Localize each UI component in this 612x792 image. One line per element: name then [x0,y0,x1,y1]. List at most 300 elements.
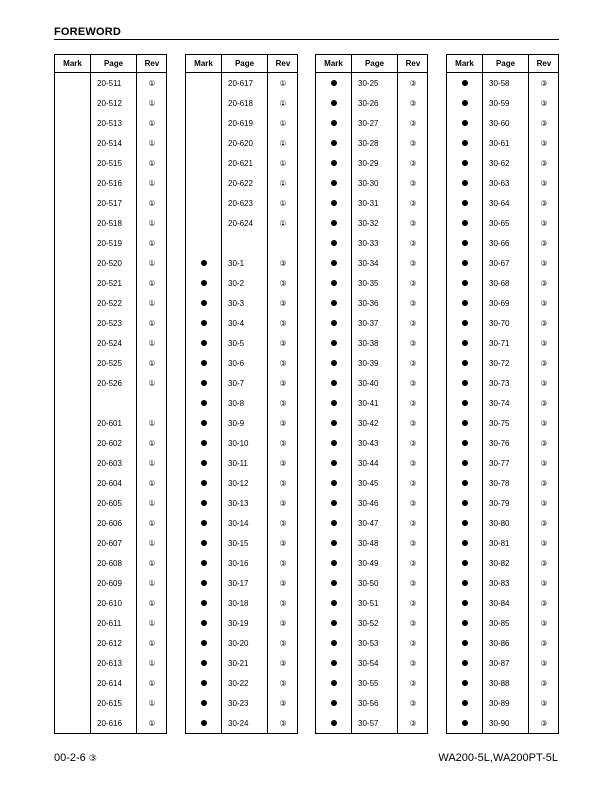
revised-mark-icon [462,120,468,126]
revised-mark-icon [462,180,468,186]
mark-cell [447,374,482,394]
revised-mark-icon [201,460,207,466]
mark-cell [186,194,221,214]
rev-cell: ① [148,199,156,208]
revised-mark-icon [201,700,207,706]
page-cell: 30-33 [358,239,379,248]
rev-cell: ① [148,299,156,308]
table-row [447,74,558,94]
page-cell: 20-523 [97,319,122,328]
revised-mark-icon [462,600,468,606]
revised-mark-icon [462,280,468,286]
mark-cell [55,634,90,654]
mark-cell [316,254,351,274]
rev-cell: ③ [279,639,287,648]
mark-cell [316,434,351,454]
rev-cell: ③ [540,119,548,128]
mark-cell [186,154,221,174]
mark-cell [55,114,90,134]
table-header [186,55,297,73]
rev-cell: ① [148,499,156,508]
table-row [186,254,297,274]
rev-cell: ③ [540,559,548,568]
rev-cell: ③ [279,519,287,528]
revised-mark-icon [201,480,207,486]
header-page: Page [103,59,124,68]
page-cell: 20-612 [97,639,122,648]
rev-cell: ① [148,339,156,348]
rev-cell: ③ [540,319,548,328]
table-row [186,94,297,114]
page-cell: 30-80 [489,519,510,528]
table-row [186,634,297,654]
table-row [316,654,427,674]
mark-cell [186,554,221,574]
mark-cell [186,294,221,314]
mark-cell [55,454,90,474]
mark-cell [447,674,482,694]
revised-mark-icon [201,500,207,506]
page-cell: 30-30 [358,179,379,188]
rev-cell: ③ [409,159,417,168]
mark-cell [447,94,482,114]
rev-cell: ③ [540,479,548,488]
page-cell: 30-18 [228,599,249,608]
page-cell: 20-610 [97,599,122,608]
page-cell: 30-39 [358,359,379,368]
rev-cell: ③ [409,379,417,388]
mark-cell [55,554,90,574]
page-cell: 30-23 [228,699,249,708]
rev-cell: ③ [540,659,548,668]
revised-mark-icon [331,300,337,306]
mark-cell [186,674,221,694]
page-cell: 30-57 [358,719,379,728]
rev-cell: ③ [279,319,287,328]
rev-cell: ③ [279,579,287,588]
mark-cell [55,434,90,454]
revised-mark-icon [331,200,337,206]
page-cell: 20-515 [97,159,122,168]
table-row [316,174,427,194]
revised-mark-icon [331,80,337,86]
table-row [186,314,297,334]
table-row [55,714,166,734]
rev-cell: ① [148,359,156,368]
table-row [316,134,427,154]
table-row [447,194,558,214]
table-row [186,414,297,434]
rev-cell: ① [279,159,287,168]
rev-cell: ③ [540,259,548,268]
table-row [55,254,166,274]
revised-mark-icon [331,260,337,266]
rev-cell: ③ [409,459,417,468]
mark-cell [186,594,221,614]
rev-cell: ③ [409,259,417,268]
mark-cell [316,334,351,354]
page-cell: 20-618 [228,99,253,108]
page-cell: 30-67 [489,259,510,268]
mark-cell [186,274,221,294]
page-cell: 20-602 [97,439,122,448]
table-row [316,194,427,214]
mark-cell [55,574,90,594]
revised-mark-icon [201,280,207,286]
mark-cell [186,574,221,594]
revision-table-1 [54,54,167,734]
page-cell: 30-68 [489,279,510,288]
rev-cell: ③ [540,419,548,428]
rev-cell: ③ [409,139,417,148]
table-row [55,594,166,614]
mark-cell [316,574,351,594]
mark-cell [55,694,90,714]
page-cell: 30-27 [358,119,379,128]
mark-cell [186,174,221,194]
mark-cell [316,694,351,714]
rev-cell: ① [279,199,287,208]
table-row [316,414,427,434]
rev-cell: ① [148,659,156,668]
table-row [186,154,297,174]
mark-cell [316,174,351,194]
table-row [447,414,558,434]
mark-cell [55,414,90,434]
rev-cell: ③ [279,379,287,388]
page-cell: 20-604 [97,479,122,488]
page-cell: 30-22 [228,679,249,688]
rev-cell: ③ [540,99,548,108]
rev-cell: ① [148,519,156,528]
table-row [316,354,427,374]
page-cell: 30-29 [358,159,379,168]
page-cell: 30-43 [358,439,379,448]
mark-cell [186,634,221,654]
table-row [55,474,166,494]
page-cell: 30-74 [489,399,510,408]
mark-cell [447,254,482,274]
page-cell: 30-49 [358,559,379,568]
mark-cell [55,594,90,614]
mark-cell [447,654,482,674]
mark-cell [447,314,482,334]
rev-cell: ③ [540,519,548,528]
revised-mark-icon [331,560,337,566]
rev-cell: ① [279,79,287,88]
page-cell: 30-2 [228,279,245,288]
mark-cell [186,254,221,274]
mark-cell [447,294,482,314]
table-row [186,194,297,214]
page-cell: 20-624 [228,219,253,228]
table-row [55,574,166,594]
table-row [447,234,558,254]
rev-cell: ③ [279,359,287,368]
mark-cell [447,434,482,454]
mark-cell [55,174,90,194]
table-row [447,634,558,654]
table-row [447,714,558,734]
table-row [447,94,558,114]
page-cell: 30-24 [228,719,249,728]
page-cell: 30-52 [358,619,379,628]
rev-cell: ③ [409,499,417,508]
table-row [447,674,558,694]
mark-cell [186,434,221,454]
page-cell: 30-15 [228,539,249,548]
rev-cell: ③ [540,619,548,628]
revision-table-3 [315,54,428,734]
revised-mark-icon [201,380,207,386]
rev-cell: ③ [409,359,417,368]
page-cell: 30-65 [489,219,510,228]
table-row [447,154,558,174]
revised-mark-icon [331,420,337,426]
table-row [55,214,166,234]
rev-cell: ① [148,619,156,628]
revised-mark-icon [331,500,337,506]
header-mark: Mark [455,59,474,68]
revised-mark-icon [201,640,207,646]
mark-cell [447,634,482,654]
revised-mark-icon [462,500,468,506]
table-row [447,474,558,494]
table-header [55,55,166,73]
table-row [447,434,558,454]
rev-cell: ③ [409,639,417,648]
revised-mark-icon [201,620,207,626]
mark-cell [316,514,351,534]
table-row [186,174,297,194]
table-row [447,314,558,334]
revised-mark-icon [462,520,468,526]
table-row [316,494,427,514]
rev-cell: ③ [279,479,287,488]
page-cell: 30-84 [489,599,510,608]
rev-cell: ③ [409,279,417,288]
mark-cell [55,714,90,734]
mark-cell [186,534,221,554]
table-row [316,234,427,254]
mark-cell [447,74,482,94]
mark-cell [55,274,90,294]
rev-cell: ③ [540,139,548,148]
footer-model: WA200-5L,WA200PT-5L [438,752,558,764]
rev-cell: ① [279,99,287,108]
mark-cell [186,74,221,94]
mark-cell [316,494,351,514]
revised-mark-icon [331,120,337,126]
rev-cell: ① [148,599,156,608]
revised-mark-icon [331,140,337,146]
page-cell: 20-622 [228,179,253,188]
page-cell: 30-75 [489,419,510,428]
mark-cell [186,214,221,234]
page-cell: 20-606 [97,519,122,528]
rev-cell [268,234,298,254]
page-cell: 30-55 [358,679,379,688]
table-row [316,74,427,94]
mark-cell [186,474,221,494]
page-cell: 30-70 [489,319,510,328]
revised-mark-icon [331,660,337,666]
mark-cell [316,554,351,574]
page-cell: 30-53 [358,639,379,648]
table-row [316,114,427,134]
rev-cell: ③ [409,199,417,208]
mark-cell [447,154,482,174]
table-row [186,654,297,674]
page-cell: 30-17 [228,579,249,588]
revised-mark-icon [201,320,207,326]
header-rev: Rev [144,59,160,68]
mark-cell [316,314,351,334]
page-cell: 30-19 [228,619,249,628]
revised-mark-icon [462,200,468,206]
page-cell: 30-46 [358,499,379,508]
revised-mark-icon [462,160,468,166]
revised-mark-icon [462,320,468,326]
table-row [316,514,427,534]
rev-cell: ③ [540,439,548,448]
table-row [186,494,297,514]
table-header [447,55,558,73]
mark-cell [55,334,90,354]
page-cell: 30-12 [228,479,249,488]
rev-cell: ③ [409,599,417,608]
table-row [55,654,166,674]
header-rev: Rev [275,59,291,68]
table-row [186,474,297,494]
revised-mark-icon [201,720,207,726]
mark-cell [316,454,351,474]
revised-mark-icon [462,220,468,226]
revised-mark-icon [462,260,468,266]
rev-cell: ③ [279,419,287,428]
page-cell: 30-50 [358,579,379,588]
rev-cell: ① [148,559,156,568]
page-cell: 30-62 [489,159,510,168]
mark-cell [55,314,90,334]
page-cell: 20-513 [97,119,122,128]
table-row [55,74,166,94]
table-row [55,174,166,194]
rev-cell: ① [148,179,156,188]
page-cell: 20-611 [97,619,122,628]
revised-mark-icon [462,140,468,146]
table-row [186,134,297,154]
rev-cell: ③ [279,259,287,268]
page-cell: 20-613 [97,659,122,668]
page-cell: 30-26 [358,99,379,108]
revised-mark-icon [462,680,468,686]
rev-cell: ③ [540,539,548,548]
revised-mark-icon [331,700,337,706]
footer-revision: ③ [88,753,97,763]
table-row [447,334,558,354]
table-row [55,634,166,654]
page-cell: 20-607 [97,539,122,548]
page-cell: 30-4 [228,319,245,328]
rev-cell: ③ [540,639,548,648]
page-cell: 30-60 [489,119,510,128]
mark-cell [447,174,482,194]
page-cell: 20-512 [97,99,122,108]
mark-cell [447,334,482,354]
rev-cell: ③ [279,539,287,548]
rev-cell: ① [148,279,156,288]
table-row [447,294,558,314]
table-row [316,294,427,314]
table-row [447,654,558,674]
rev-cell: ③ [279,439,287,448]
table-row [316,254,427,274]
page-cell: 20-521 [97,279,122,288]
mark-cell [55,194,90,214]
mark-cell [55,234,90,254]
page-cell: 30-5 [228,339,245,348]
header-page: Page [495,59,516,68]
table-row [55,534,166,554]
revised-mark-icon [462,640,468,646]
revised-mark-icon [331,220,337,226]
table-row [447,214,558,234]
rev-cell: ③ [279,659,287,668]
revised-mark-icon [462,700,468,706]
page-cell: 30-72 [489,359,510,368]
mark-cell [316,534,351,554]
rev-cell: ③ [540,719,548,728]
revision-table-2 [185,54,298,734]
page-cell: 30-90 [489,719,510,728]
mark-cell [447,454,482,474]
rev-cell: ③ [540,459,548,468]
mark-cell [55,294,90,314]
table-row [186,374,297,394]
mark-cell [186,694,221,714]
mark-cell [447,114,482,134]
rev-cell: ③ [409,559,417,568]
footer-page-label: 00-2-6 [54,752,86,764]
page-cell: 20-524 [97,339,122,348]
page-cell: 20-609 [97,579,122,588]
mark-cell [186,454,221,474]
page-cell: 30-79 [489,499,510,508]
mark-cell [447,574,482,594]
rev-cell: ① [279,179,287,188]
table-row [55,454,166,474]
revised-mark-icon [462,480,468,486]
page-cell: 20-616 [97,719,122,728]
page-cell: 30-35 [358,279,379,288]
table-row [186,534,297,554]
table-row [55,234,166,254]
table-row [186,674,297,694]
table-row [316,454,427,474]
table-row [55,274,166,294]
page-cell: 30-8 [228,399,245,408]
table-row [447,514,558,534]
revised-mark-icon [201,520,207,526]
mark-cell [186,114,221,134]
revised-mark-icon [462,420,468,426]
rev-cell: ③ [279,599,287,608]
mark-cell [447,194,482,214]
header-rev: Rev [405,59,421,68]
page-cell: 30-13 [228,499,249,508]
page-cell: 30-40 [358,379,379,388]
